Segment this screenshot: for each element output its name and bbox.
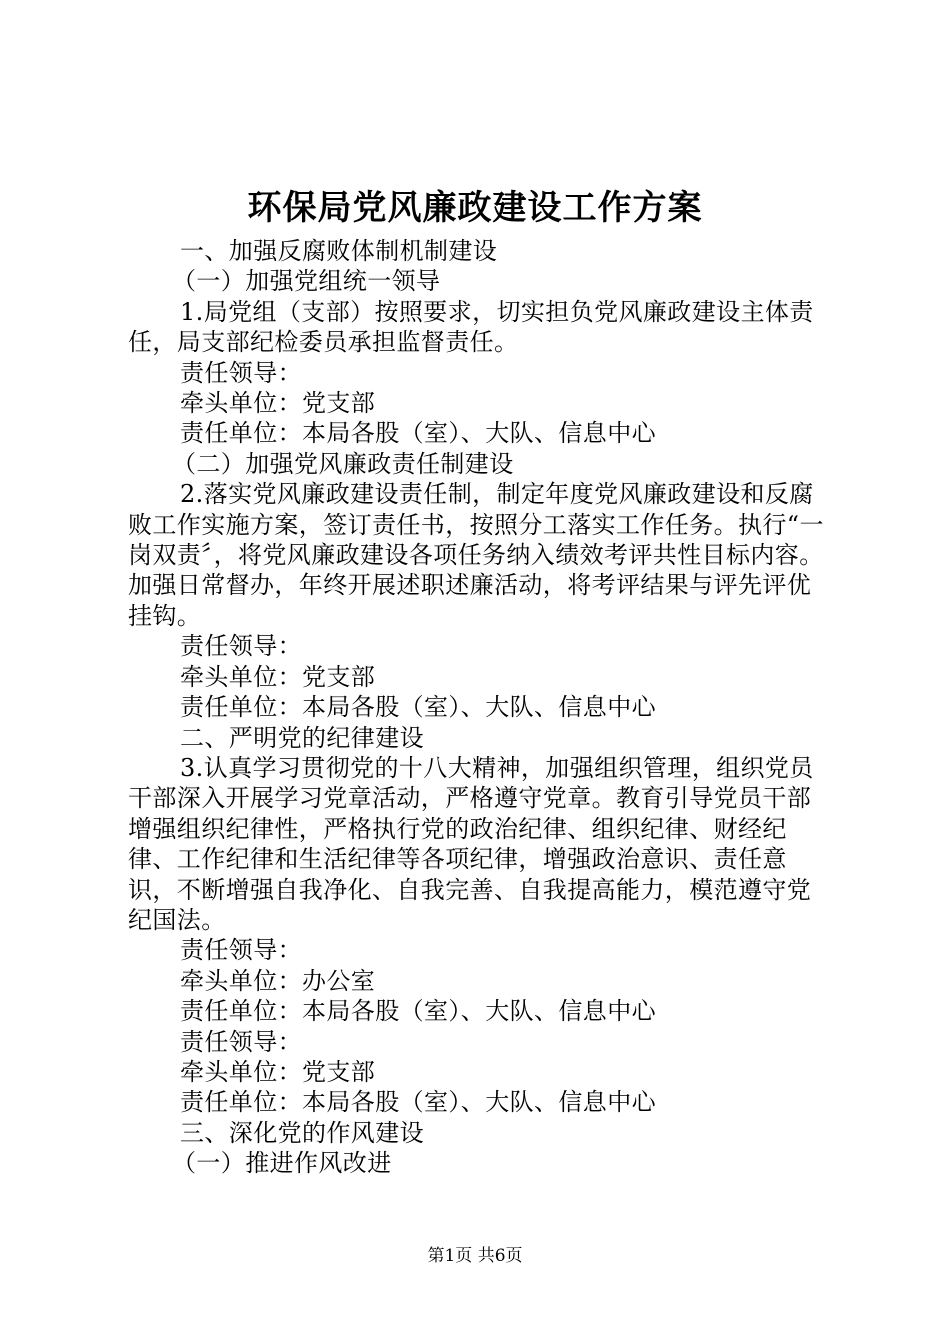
responsible-unit-line: 责任单位：本局各股（室）、大队、信息中心 [180, 997, 656, 1026]
lead-unit-line: 牵头单位：党支部 [180, 389, 376, 418]
responsible-unit-line: 责任单位：本局各股（室）、大队、信息中心 [180, 1088, 656, 1117]
document-body [128, 236, 830, 1179]
responsible-leader-line: 责任领导： [180, 358, 302, 387]
paragraph-item-3: 3.认真学习贯彻党的十八大精神，加强组织管理，组织党员干部深入开展学习党章活动，严格遵守党章。教育引导党员干部增强组织纪律性，严格执行党的政治纪律、组织纪律、财经纪律、工作纪律和生活纪律等各项纪律，增强政治意识、责任意识，不断增强自我净化、自我完善、自我提高能力，模范遵守党纪国法。 [128, 753, 814, 934]
subsection-heading-3-1: （一）推进作风改进 [172, 1149, 392, 1178]
responsible-unit-line: 责任单位：本局各股（室）、大队、信息中心 [180, 693, 656, 722]
paragraph-item-2: 2.落实党风廉政建设责任制，制定年度党风廉政建设和反腐败工作实施方案，签订责任书，按照分工落实工作任务。执行“一岗双责〞，将党风廉政建设各项任务纳入绩效考评共性目标内容。加强日常督办，年终开展述职述廉活动，将考评结果与评先评优挂钩。 [128, 480, 824, 630]
responsible-leader-line: 责任领导： [180, 1027, 302, 1056]
paragraph-item-1: 1.局党组（支部）按照要求，切实担负党风廉政建设主体责任，局支部纪检委员承担监督责任。 [128, 297, 814, 357]
responsible-unit-line: 责任单位：本局各股（室）、大队、信息中心 [180, 419, 656, 448]
subsection-heading-1-1: （一）加强党组统一领导 [172, 267, 441, 296]
lead-unit-line: 牵头单位：党支部 [180, 1057, 376, 1086]
section-heading-2: 二、严明党的纪律建设 [180, 723, 424, 752]
section-heading-3: 三、深化党的作风建设 [180, 1118, 424, 1147]
page-number-footer: 第1页 共6页 [427, 1246, 523, 1266]
lead-unit-line: 牵头单位：党支部 [180, 662, 376, 691]
responsible-leader-line: 责任领导： [180, 936, 302, 965]
lead-unit-line: 牵头单位：办公室 [180, 966, 376, 995]
document-title: 环保局党风廉政建设工作方案 [247, 188, 703, 228]
subsection-heading-1-2: （二）加强党风廉政责任制建设 [172, 449, 514, 478]
responsible-leader-line: 责任领导： [180, 632, 302, 661]
section-heading-1: 一、加强反腐败体制机制建设 [180, 237, 498, 265]
